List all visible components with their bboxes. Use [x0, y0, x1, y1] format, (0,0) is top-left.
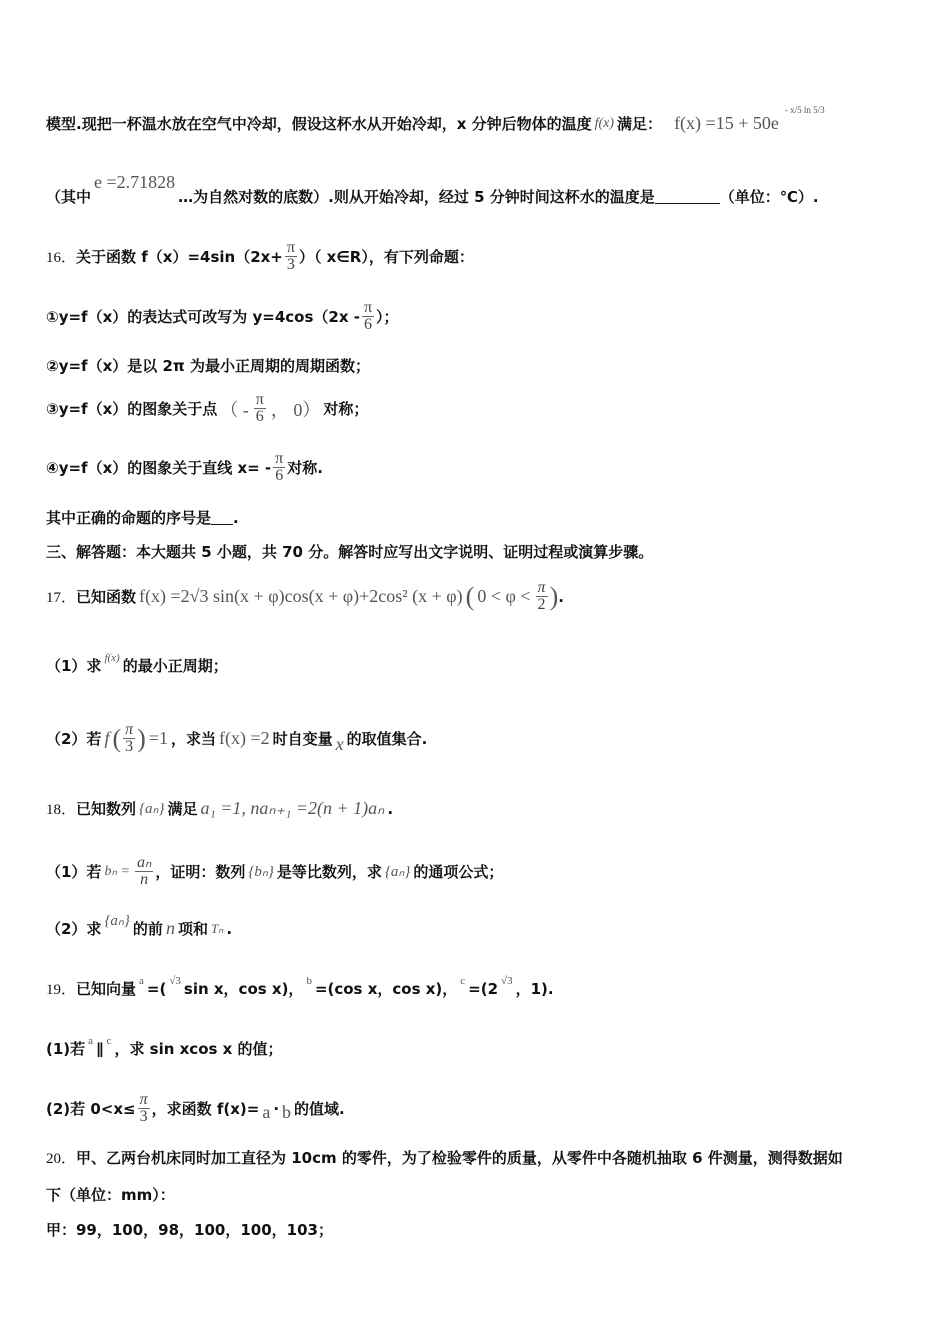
text: 已知函数: [76, 588, 137, 606]
text: （1）若: [46, 863, 102, 881]
math-e: e =2.71828: [94, 172, 176, 192]
q15-line1: [46, 104, 828, 134]
vector-a: a: [139, 974, 144, 987]
fraction-pi-6: π 6: [363, 299, 373, 333]
fraction-an-n: $\frac{\text{aₙ}}{n}$: [136, 854, 152, 888]
q19-part1: [46, 1034, 283, 1059]
answer-blank: [211, 510, 233, 525]
text: ∥: [96, 1039, 104, 1058]
math-x: x: [335, 734, 344, 754]
q20-line2: [46, 1184, 175, 1205]
text: 甲：99，100，98，100，100，103；: [46, 1221, 333, 1239]
answer-blank: [655, 189, 720, 204]
question-number: 18．: [46, 802, 77, 818]
q18-part1: [46, 855, 503, 888]
math-exponent: - x/5 ln 5/3: [784, 104, 825, 115]
fraction-pi-3: $\frac{\pi}{3}$: [286, 239, 295, 273]
q18-part2: [46, 913, 233, 939]
text: 的值域.: [294, 1100, 345, 1118]
q16-end: [46, 507, 239, 528]
fraction-pi-3: $\frac{\pi}{3}$: [139, 1091, 148, 1125]
q17-part1: [46, 651, 228, 676]
text: (1)若: [46, 1040, 86, 1058]
text: 满足：: [617, 115, 663, 133]
text: 的通项公式；: [413, 863, 504, 881]
vector-b: b: [306, 974, 312, 987]
text: （其中: [46, 188, 92, 206]
math-fx: f(x): [104, 651, 120, 664]
vector-c: c: [460, 974, 466, 987]
question-number: 19．: [46, 982, 77, 998]
math: {aₙ}: [104, 913, 130, 929]
vector-c: c: [106, 1034, 112, 1047]
math: f: [104, 728, 110, 748]
math: =1: [148, 728, 168, 748]
question-number: 20．: [46, 1151, 77, 1167]
text: 已知向量: [76, 980, 137, 998]
math: ， 0）: [270, 399, 321, 420]
paren: (: [465, 581, 475, 611]
vector-a: a: [262, 1102, 271, 1122]
text: 满足: [167, 800, 198, 818]
text: ，1).: [515, 980, 554, 998]
text: …为自然对数的底数）.则从开始冷却，经过 5 分钟时间这杯水的温度是: [178, 188, 655, 206]
math: f(x) =2: [218, 728, 270, 748]
text: ④y=f（x）的图象关于直线 x= -: [46, 459, 272, 477]
math: {bₙ}: [248, 864, 274, 880]
q19-part2: [46, 1092, 345, 1125]
text: 对称.: [287, 459, 323, 477]
q19-stem: [46, 974, 554, 999]
text: 的取值集合.: [346, 730, 428, 748]
math: n: [165, 918, 175, 938]
text: ①y=f（x）的表达式可改写为 y=4cos（2x -: [46, 308, 360, 326]
q18-stem: [46, 798, 393, 819]
text: ②y=f（x）是以 2π 为最小正周期的周期函数；: [46, 357, 370, 375]
text: 的最小正周期；: [122, 657, 228, 675]
text: 项和: [177, 920, 208, 938]
text: （单位：℃）.: [719, 188, 819, 206]
math: {aₙ}: [139, 801, 165, 817]
text: =(cos x，cos x)，: [314, 980, 458, 998]
text: ）（ x∈R），有下列命题：: [298, 248, 474, 266]
math: （ -: [220, 399, 249, 420]
q15-line2: [46, 172, 819, 207]
text: 时自变量: [272, 730, 333, 748]
text: ，求当: [170, 730, 216, 748]
text: .: [387, 799, 394, 818]
text: （2）求: [46, 920, 102, 938]
text: .: [558, 587, 564, 606]
text: 模型.现把一杯温水放在空气中冷却，假设这杯水从开始冷却，x 分钟后物体的温度: [46, 115, 592, 133]
q16-prop2: [46, 355, 370, 376]
q20-line3: [46, 1219, 333, 1240]
text: 的前: [132, 920, 163, 938]
text: =(2: [468, 979, 499, 998]
text: 是等比数列，求: [276, 863, 382, 881]
text: ，求 sin xcos x 的值；: [114, 1040, 283, 1058]
text: 三、解答题：本大题共 5 小题，共 70 分。解答时应写出文字说明、证明过程或演算步骤。: [46, 543, 654, 561]
text: ）；: [376, 308, 399, 326]
math: {aₙ}: [384, 864, 411, 880]
text: sin x，cos x)，: [183, 980, 304, 998]
math-formula: f(x) =2√3 sin(x + φ)cos(x + φ)+2cos² (x + φ): [139, 586, 463, 606]
math: √3: [501, 974, 513, 987]
q17-stem: [46, 580, 564, 613]
text: (2)若 0<x≤: [46, 1100, 136, 1118]
math-recurrence: a₁ =1, naₙ₊₁ =2(n + 1)aₙ: [200, 798, 385, 818]
q16-stem: [46, 240, 474, 273]
q20-line1: [46, 1147, 843, 1168]
text: 其中正确的命题的序号是: [46, 509, 212, 527]
fraction-pi-3: π 3: [125, 721, 134, 755]
text: 已知数列: [76, 800, 137, 818]
question-number: 16．: [46, 250, 77, 266]
math: bₙ =: [104, 864, 130, 879]
text: 对称；: [323, 400, 369, 418]
text: （1）求: [46, 657, 102, 675]
fraction-pi-6: π 6: [255, 391, 264, 425]
question-number: 17．: [46, 590, 77, 606]
text: 关于函数 f（x）=4sin（2x+: [76, 248, 283, 266]
text: .: [226, 919, 233, 938]
math: Tₙ: [210, 920, 224, 936]
math: 0 < φ <: [477, 586, 531, 606]
fraction-pi-6: π 6: [275, 450, 284, 484]
vector-b: b: [282, 1102, 292, 1122]
math: √3: [169, 974, 181, 987]
text: .: [233, 508, 239, 527]
q16-prop3: [46, 392, 368, 425]
text: ·: [273, 1099, 280, 1118]
text: ③y=f（x）的图象关于点: [46, 400, 218, 418]
text: 甲、乙两台机床同时加工直径为 10cm 的零件，为了检验零件的质量，从零件中各随机抽取 6 件测量，测得数据如: [76, 1149, 843, 1167]
math-fx: f(x): [594, 115, 615, 131]
q16-prop1: [46, 300, 399, 333]
vector-a: a: [88, 1034, 94, 1047]
q16-prop4: [46, 451, 323, 484]
q17-part2: （2）若 f ( π 3 ) =1 ，求当 f(x) =2 时自变量 x 的取值集合.: [46, 721, 428, 755]
text: ，证明：数列: [155, 863, 246, 881]
text: （2）若: [46, 730, 102, 748]
fraction-pi-2: π 2: [537, 579, 546, 613]
text: 下（单位：mm）：: [46, 1186, 175, 1204]
section-3-heading: [46, 541, 653, 562]
paren: ): [549, 581, 559, 611]
math-formula: f(x) =15 + 50e: [674, 113, 779, 133]
text: =(: [146, 979, 167, 998]
text: ，求函数 f(x)=: [151, 1100, 260, 1118]
